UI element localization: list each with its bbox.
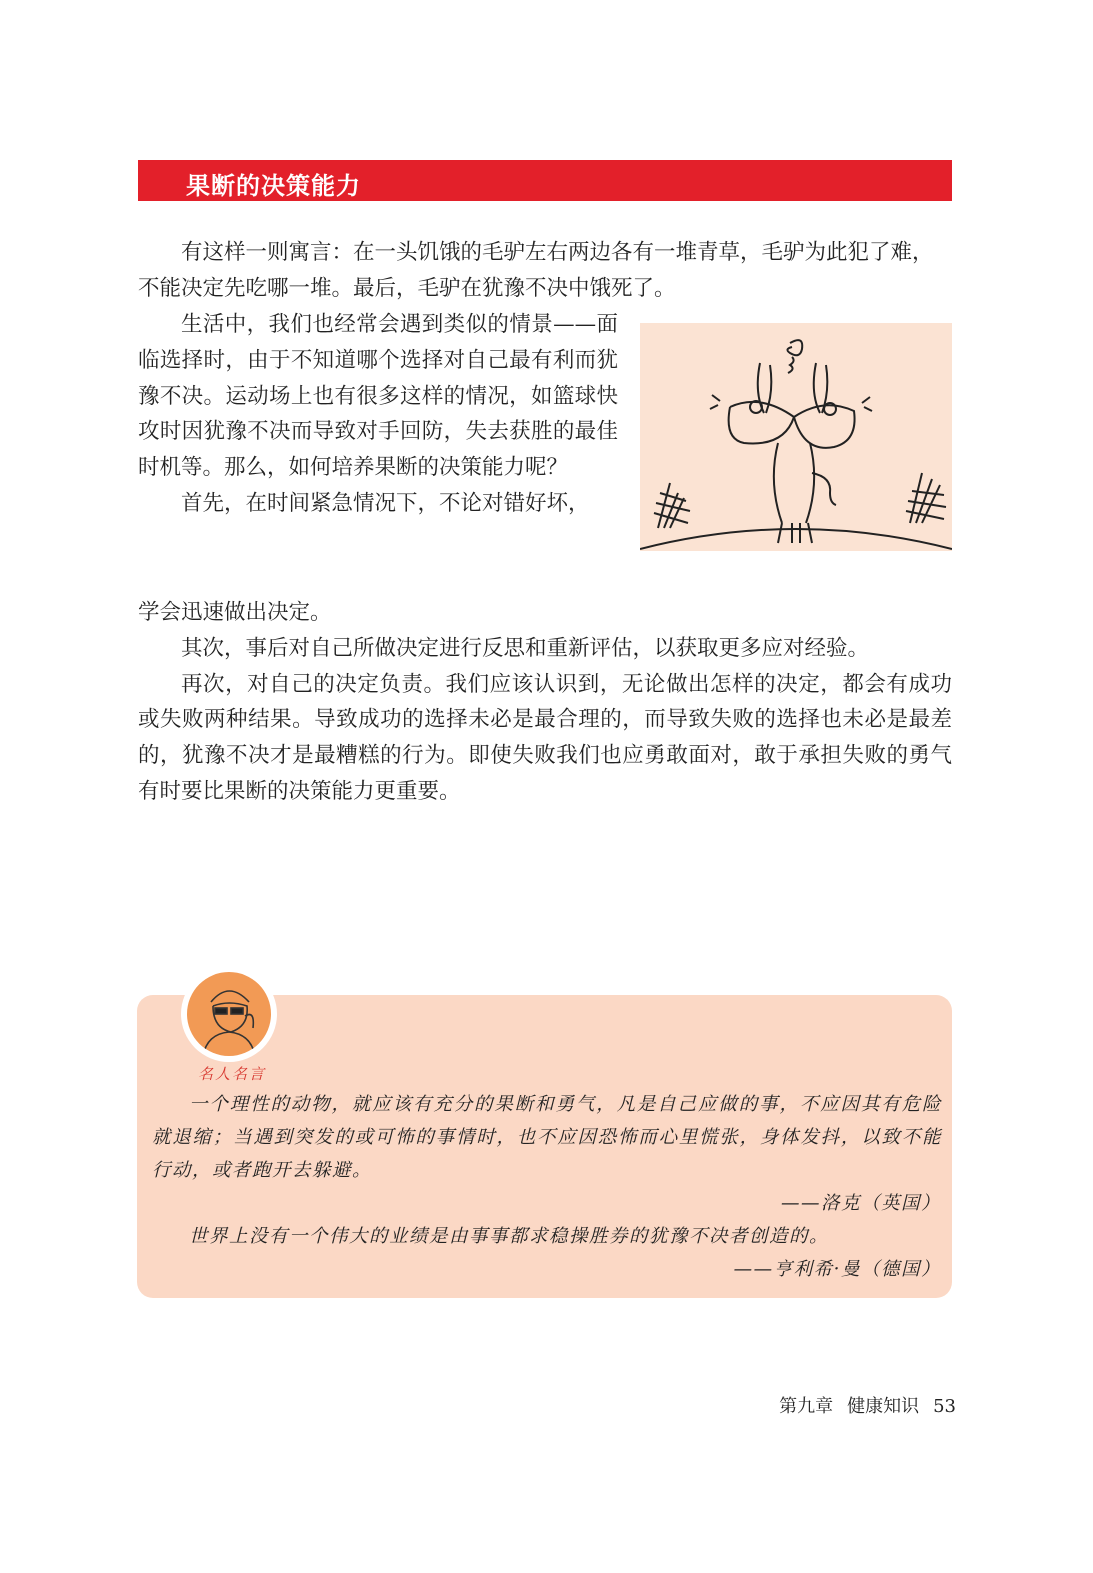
paragraph-first-continued: 学会迅速做出决定。 — [138, 600, 332, 625]
paragraph-fable: 有这样一则寓言：在一头饥饿的毛驴左右两边各有一堆青草，毛驴为此犯了难，不能决定先吃哪一堆。最后，毛驴在犹豫不决中饿死了。 — [138, 240, 934, 301]
page-footer — [765, 1392, 956, 1418]
section-title: 果断的决策能力 — [186, 172, 361, 200]
thinker-avatar-icon — [187, 972, 271, 1056]
paragraph-first: 首先，在时间紧急情况下，不论对错好坏， — [181, 490, 590, 516]
quote-locke: 一个理性的动物，就应该有充分的果断和勇气，凡是自己应做的事，不应因其有危险就退缩；当遇到突发的或可怖的事情时，也不应因恐怖而心里慌张，身体发抖，以致不能行动，或者跑开去躲避。 — [152, 1094, 942, 1181]
footer-chapter: 第九章 — [779, 1396, 834, 1417]
quote-mann: 世界上没有一个伟大的业绩是由事事都求稳操胜券的犹豫不决者创造的。 — [189, 1226, 830, 1247]
paragraph-life: 生活中，我们也经常会遇到类似的情景——面临选择时，由于不知道哪个选择对自己最有利而犹豫不决。运动场上也有很多这样的情况，如篮球快攻时因犹豫不决而导致对手回防，失去获胜的最佳时机等。那么，如何培养果断的决策能力呢？ — [138, 312, 618, 481]
donkey-illustration — [640, 323, 952, 551]
intro-paragraph-block — [138, 235, 952, 307]
paragraph-second: 其次，事后对自己所做决定进行反思和重新评估，以获取更多应对经验。 — [181, 635, 870, 661]
wrapped-paragraph-block — [138, 307, 618, 522]
donkey-drawing — [640, 323, 952, 551]
section-title-bar — [138, 160, 952, 201]
quote-mann-author: ——亨利希·曼（德国） — [733, 1259, 941, 1280]
page-number: 53 — [933, 1396, 956, 1417]
closing-paragraph-block — [138, 595, 952, 810]
footer-section: 健康知识 — [847, 1396, 920, 1417]
quotes-label: 名人名言 — [198, 1065, 267, 1083]
paragraph-third: 再次，对自己的决定负责。我们应该认识到，无论做出怎样的决定，都会有成功或失败两种结果。导致成功的选择未必是最合理的，而导致失败的选择也未必是最差的，犹豫不决才是最糟糕的行为。即使失败我们也应勇敢面对，敢于承担失败的勇气有时要比果断的决策能力更重要。 — [138, 671, 952, 804]
quote-locke-author: ——洛克（英国） — [780, 1193, 941, 1214]
